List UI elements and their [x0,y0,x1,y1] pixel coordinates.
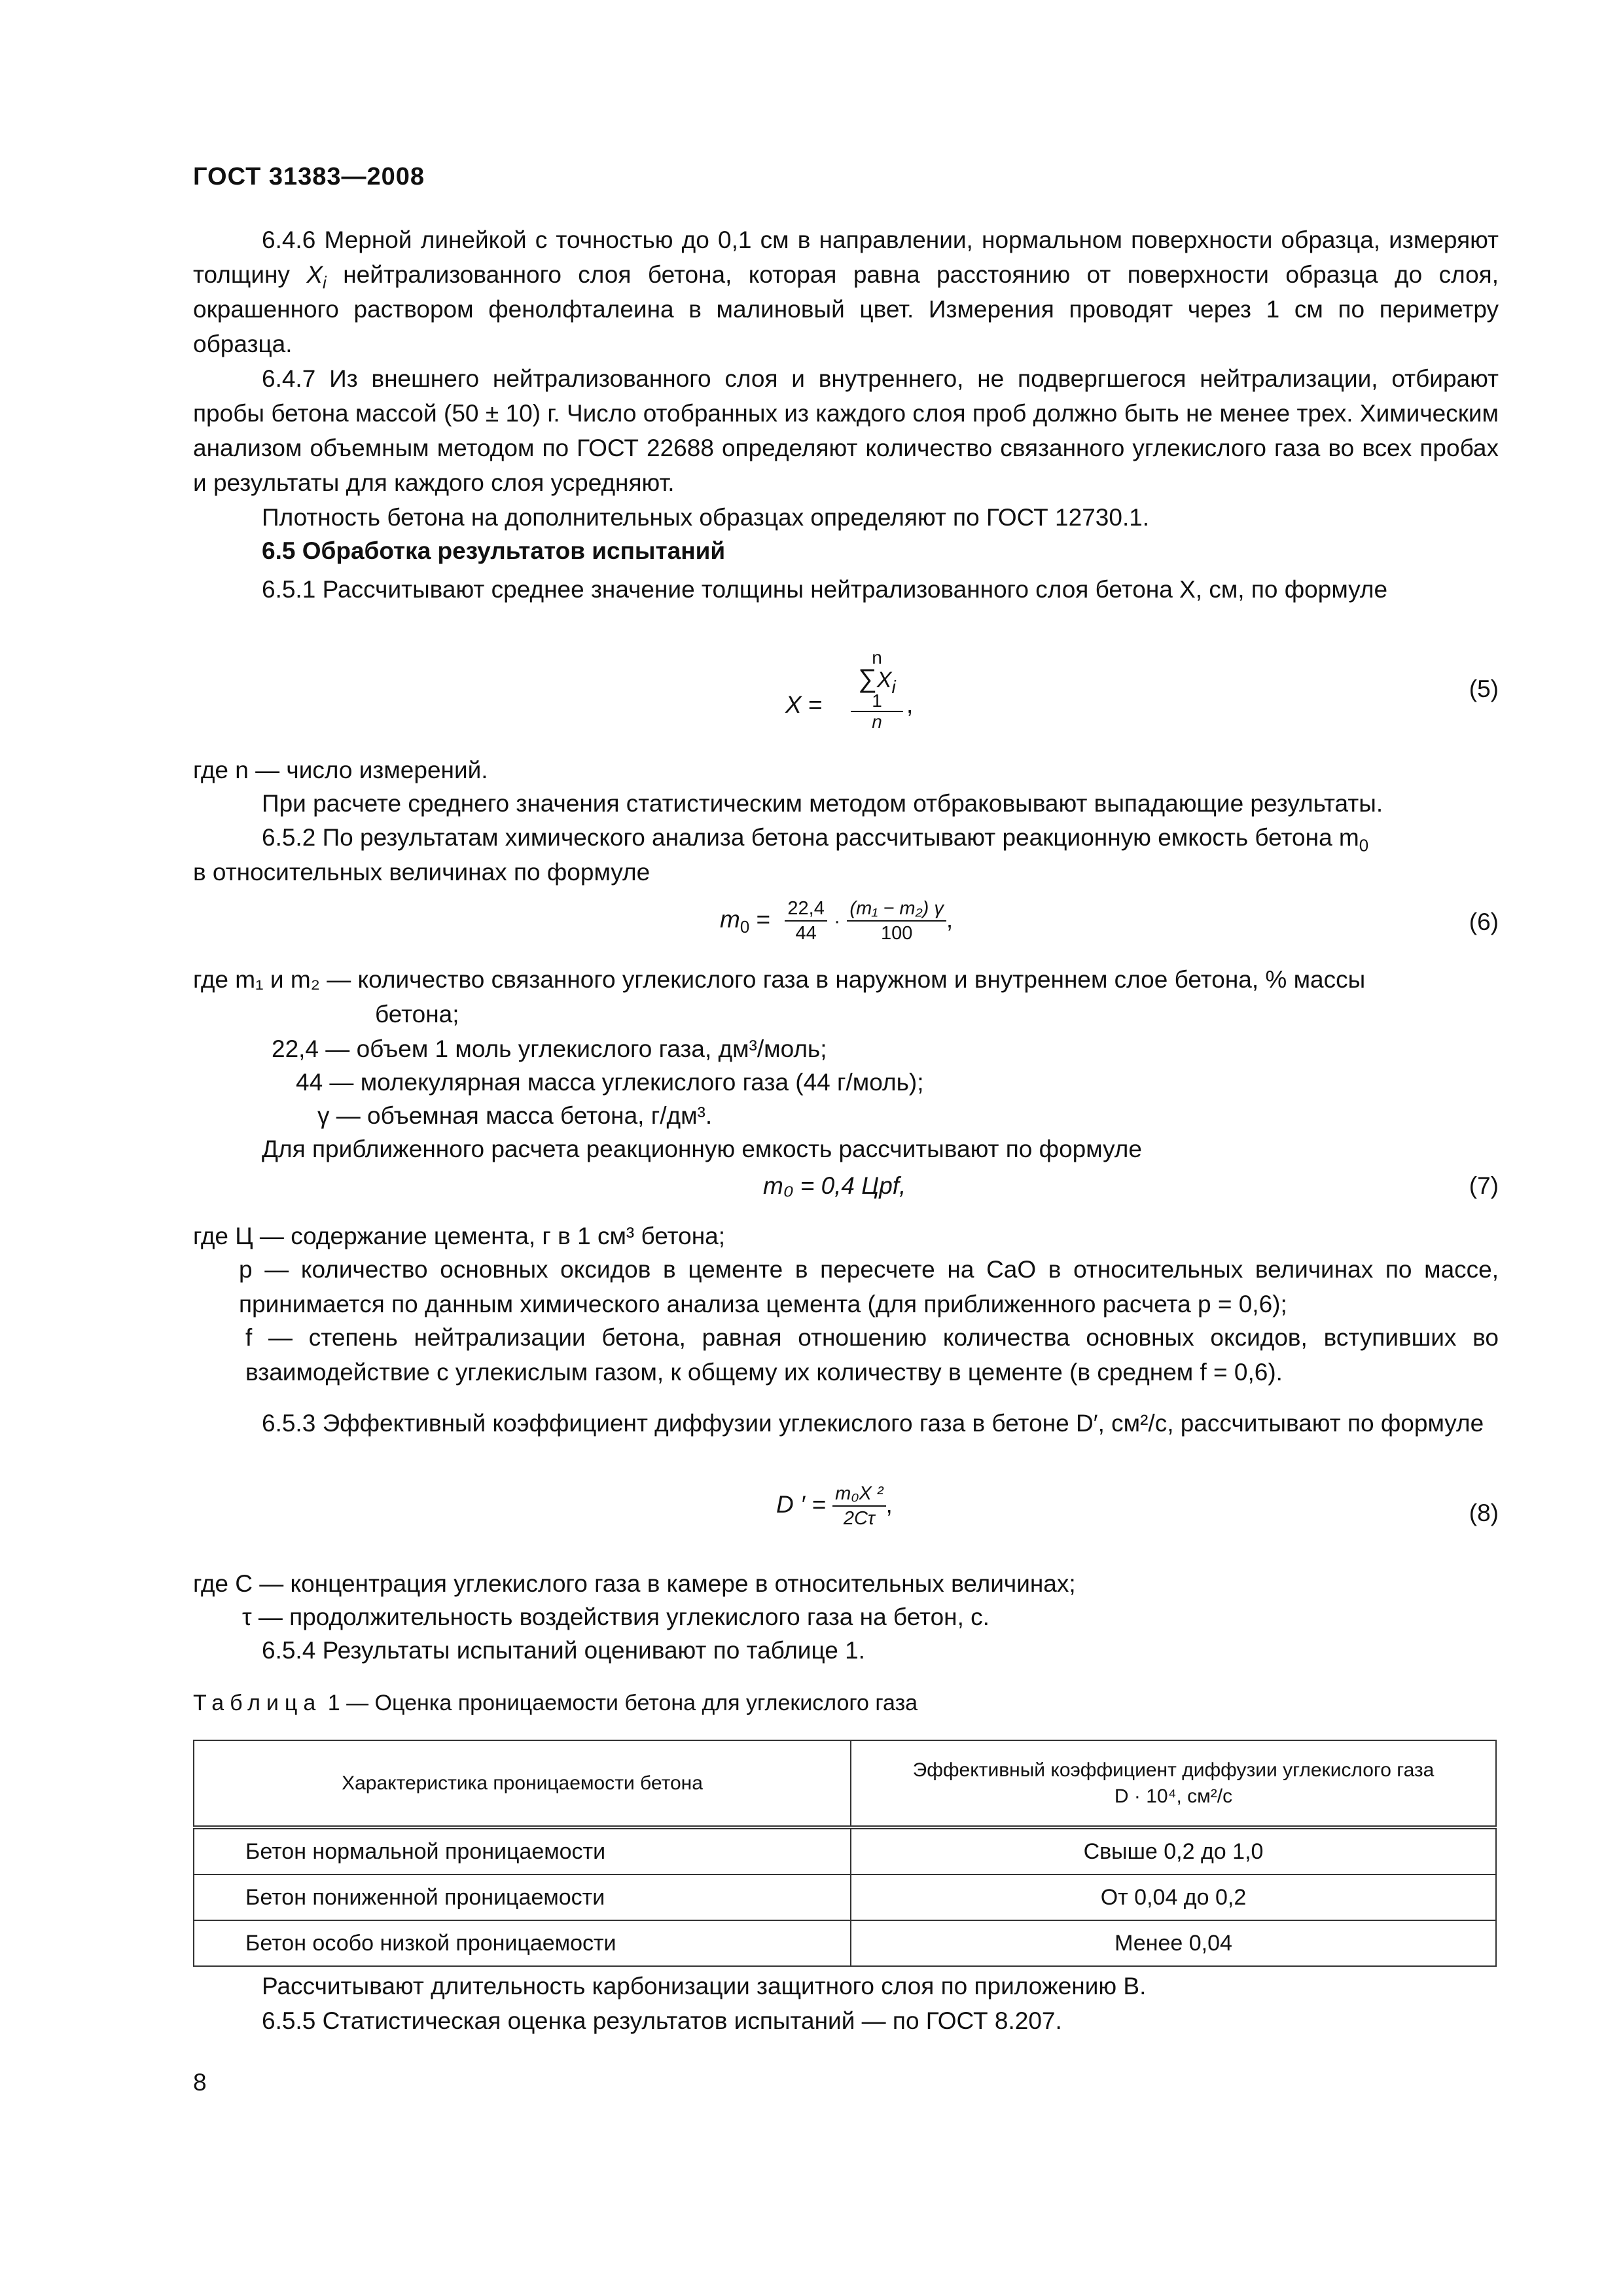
paragraph-6-5-4: 6.5.4 Результаты испытаний оценивают по таблице 1. [262,1637,865,1664]
formula-8: D ′ = $\frac{\text{m₀X ²}}{2C\tau}$ , [776,1483,893,1529]
table-caption: Таблица 1 — Оценка проницаемости бетона для углекислого газа [193,1691,918,1715]
table-row: Бетон нормальной проницаемости Свыше 0,2 до 1,0 [194,1827,1496,1874]
paragraph-6-5-2: 6.5.2 По результатам химического анализа бетона рассчитывают реакционную емкость бетона $m_0$ в относительных величинах по формуле [193,824,1369,886]
document-header: ГОСТ 31383—2008 [193,163,425,190]
formula-7: m₀ = 0,4 Цpf, [763,1172,906,1199]
table-row: Бетон особо низкой проницаемости Менее 0,04 [194,1920,1496,1966]
where-8-c: где C — концентрация углекислого газа в камере в относительных величинах; [193,1570,1076,1597]
table-header-coefficient: Эффективный коэффициент диффузии углекислого газа D · 10⁴, см²/с [851,1740,1496,1827]
where-8-tau: τ — продолжительность воздействия углекислого газа на бетон, с. [242,1604,990,1630]
document-page: ГОСТ 31383—2008 6.4.6 Мерной линейкой с точностью до 0,1 см в направлении, нормальном поверхности образца, измеряют толщину $X_i$ нейтрализованного слоя бетона, которая равна расстоянию от поверхности образца до слоя, окрашенного раствором фенолфталеина в малиновый цвет. Измерения проводят через 1 см по периметру образца. 6.4.7 Из внешнего нейтрализованного слоя и внутреннего, не подвергшегося нейтрализации, отбирают пробы бетона массой (50 ± 10) г. Число отобранных из каждого слоя проб должно быть не менее трех. Химическим анализом объемным методом по ГОСТ 22688 определяют количество связанного углекислого газа во всех пробах и результаты для каждого слоя усредняют. Плотность бетона на дополнительных образцах определяют по ГОСТ 12730.1. 6.5 Обработка результатов испытаний 6.5.1 Рассчитывают среднее значение толщины нейтрализованного слоя бетона X, см, по формуле X = n $\sum X_i$ 1 n , (5) где n — число измерений. При расчете среднего значения статистическим методом отбраковывают выпадающие результаты. 6.5.2 По результатам химического анализа бетона рассчитывают реакционную емкость бетона $m_0$ в относительных величинах по формуле $m_0$ = $\frac{22,4}{44}$ · $\frac{\text{(m₁ − m₂) γ}}{100}$ , (6) где m₁ и m₂ — количество связанного углекислого газа в наружном и внутреннем слое бетона, % массы бетона; 22,4 — объем 1 моль углекислого газа, дм³/моль; 44 — молекулярная масса углекислого газа (44 г/моль); γ — объемная масса бетона, г/дм³. Для приближенного расчета реакционную емкость рассчитывают по формуле m₀ = 0,4 Цpf, (7) где Ц — содержание цемента, г в 1 см³ бетона; p — количество основных оксидов в цементе в пересчете на CaO в относительных величинах по массе, принимается по данным химического анализа цемента (для приближенного расчета p = 0,6); f — степень нейтрализации бетона, равная отношению количества основных оксидов, вступивших во взаимодействие с углекислым газом, к общему их количеству в цементе (в среднем f = 0,6). 6.5.3 Эффективный коэффициент диффузии углекислого газа в бетоне D′, см²/с, рассчитывают по формуле D ′ = $\frac{\text{m₀X ²}}{2C\tau}$ , (8) где C — концентрация углекислого газа в камере в относительных величинах; τ — продолжительность воздействия углекислого газа на бетон, с. 6.5.4 Результаты испытаний оценивают по таблице 1. Таблица 1 — Оценка проницаемости бетона для углекислого газа Характеристика проницаемости бетона Эффективный коэффициент диффузии углекислого газа D · 10⁴, см²/с Бетон нормальной проницаемости Свыше 0,2 до 1,0 Бетон пониженной проницаемости От 0,04 до 0,2 Бетон особо низкой проницаемости Менее 0,04 Рассчитывают длительность карбонизации защитного слоя по приложению В. 6.5.5 Статистическая оценка результатов испытаний — по ГОСТ 8.207. 8 [0,0,1623,2296]
where-6-m: где m₁ и m₂ — количество связанного углекислого газа в наружном и внутреннем слое бетона, % массы бетона; [193,966,1366,1028]
table-header-characteristic: Характеристика проницаемости бетона [194,1740,851,1827]
where-7-cement: где Ц — содержание цемента, г в 1 см³ бетона; [193,1223,726,1249]
paragraph-density: Плотность бетона на дополнительных образцах определяют по ГОСТ 12730.1. [262,504,1150,531]
section-heading-6-5: 6.5 Обработка результатов испытаний [262,537,726,564]
formula-6: $m_0$ = $\frac{22,4}{44}$ · $\frac{\text{(m₁ − m₂) γ}}{100}$ , [720,898,954,944]
equation-number-7: (7) [1469,1172,1499,1199]
table-row: Бетон пониженной проницаемости От 0,04 до 0,2 [194,1874,1496,1920]
paragraph-statistics: При расчете среднего значения статистическим методом отбраковывают выпадающие результаты. [262,790,1383,817]
where-7-p: p — количество основных оксидов в цементе в пересчете на CaO в относительных величинах по массе, принимается по данным химического анализа цемента (для приближенного расчета p = 0,6); [239,1256,1499,1318]
paragraph-6-4-6: 6.4.6 Мерной линейкой с точностью до 0,1 см в направлении, нормальном поверхности образца, измеряют толщину $X_i$ нейтрализованного слоя бетона, которая равна расстоянию от поверхности образца до слоя, окрашенного раствором фенолфталеина в малиновый цвет. Измерения проводят через 1 см по периметру образца. [193,226,1499,357]
paragraph-6-5-1: 6.5.1 Рассчитывают среднее значение толщины нейтрализованного слоя бетона X, см, по формуле [262,576,1388,603]
permeability-table [193,1740,1497,1967]
where-6-22-4: 22,4 — объем 1 моль углекислого газа, дм³/моль; [272,1035,827,1062]
where-6-gamma: γ — объемная масса бетона, г/дм³. [317,1102,713,1129]
equation-number-6: (6) [1469,908,1499,935]
equation-number-8: (8) [1469,1499,1499,1526]
paragraph-6-5-5: 6.5.5 Статистическая оценка результатов испытаний — по ГОСТ 8.207. [262,2007,1062,2034]
where-n: где n — число измерений. [193,757,488,783]
paragraph-6-5-3: 6.5.3 Эффективный коэффициент диффузии углекислого газа в бетоне D′, см²/с, рассчитывают по формуле [262,1410,1484,1437]
where-7-f: f — степень нейтрализации бетона, равная отношению количества основных оксидов, вступивших во взаимодействие с углекислым газом, к общему их количеству в цементе (в среднем f = 0,6). [245,1324,1499,1386]
paragraph-6-4-7: 6.4.7 Из внешнего нейтрализованного слоя и внутреннего, не подвергшегося нейтрализации, отбирают пробы бетона массой (50 ± 10) г. Число отобранных из каждого слоя проб должно быть не менее трех. Химическим анализом объемным методом по ГОСТ 22688 определяют количество связанного углекислого газа во всех пробах и результаты для каждого слоя усредняют. Плотность бетона на дополнительных образцах определяют по ГОСТ 12730.1. [193,361,1499,535]
where-6-44: 44 — молекулярная масса углекислого газа (44 г/моль); [296,1069,924,1096]
page-number: 8 [193,2069,207,2096]
paragraph-approximate: Для приближенного расчета реакционную емкость рассчитывают по формуле [262,1136,1142,1162]
equation-number-5: (5) [1469,675,1499,702]
paragraph-carbonization: Рассчитывают длительность карбонизации защитного слоя по приложению В. 6.5.5 Статистическая оценка результатов испытаний — по ГОСТ 8.207. [193,1969,1499,2038]
